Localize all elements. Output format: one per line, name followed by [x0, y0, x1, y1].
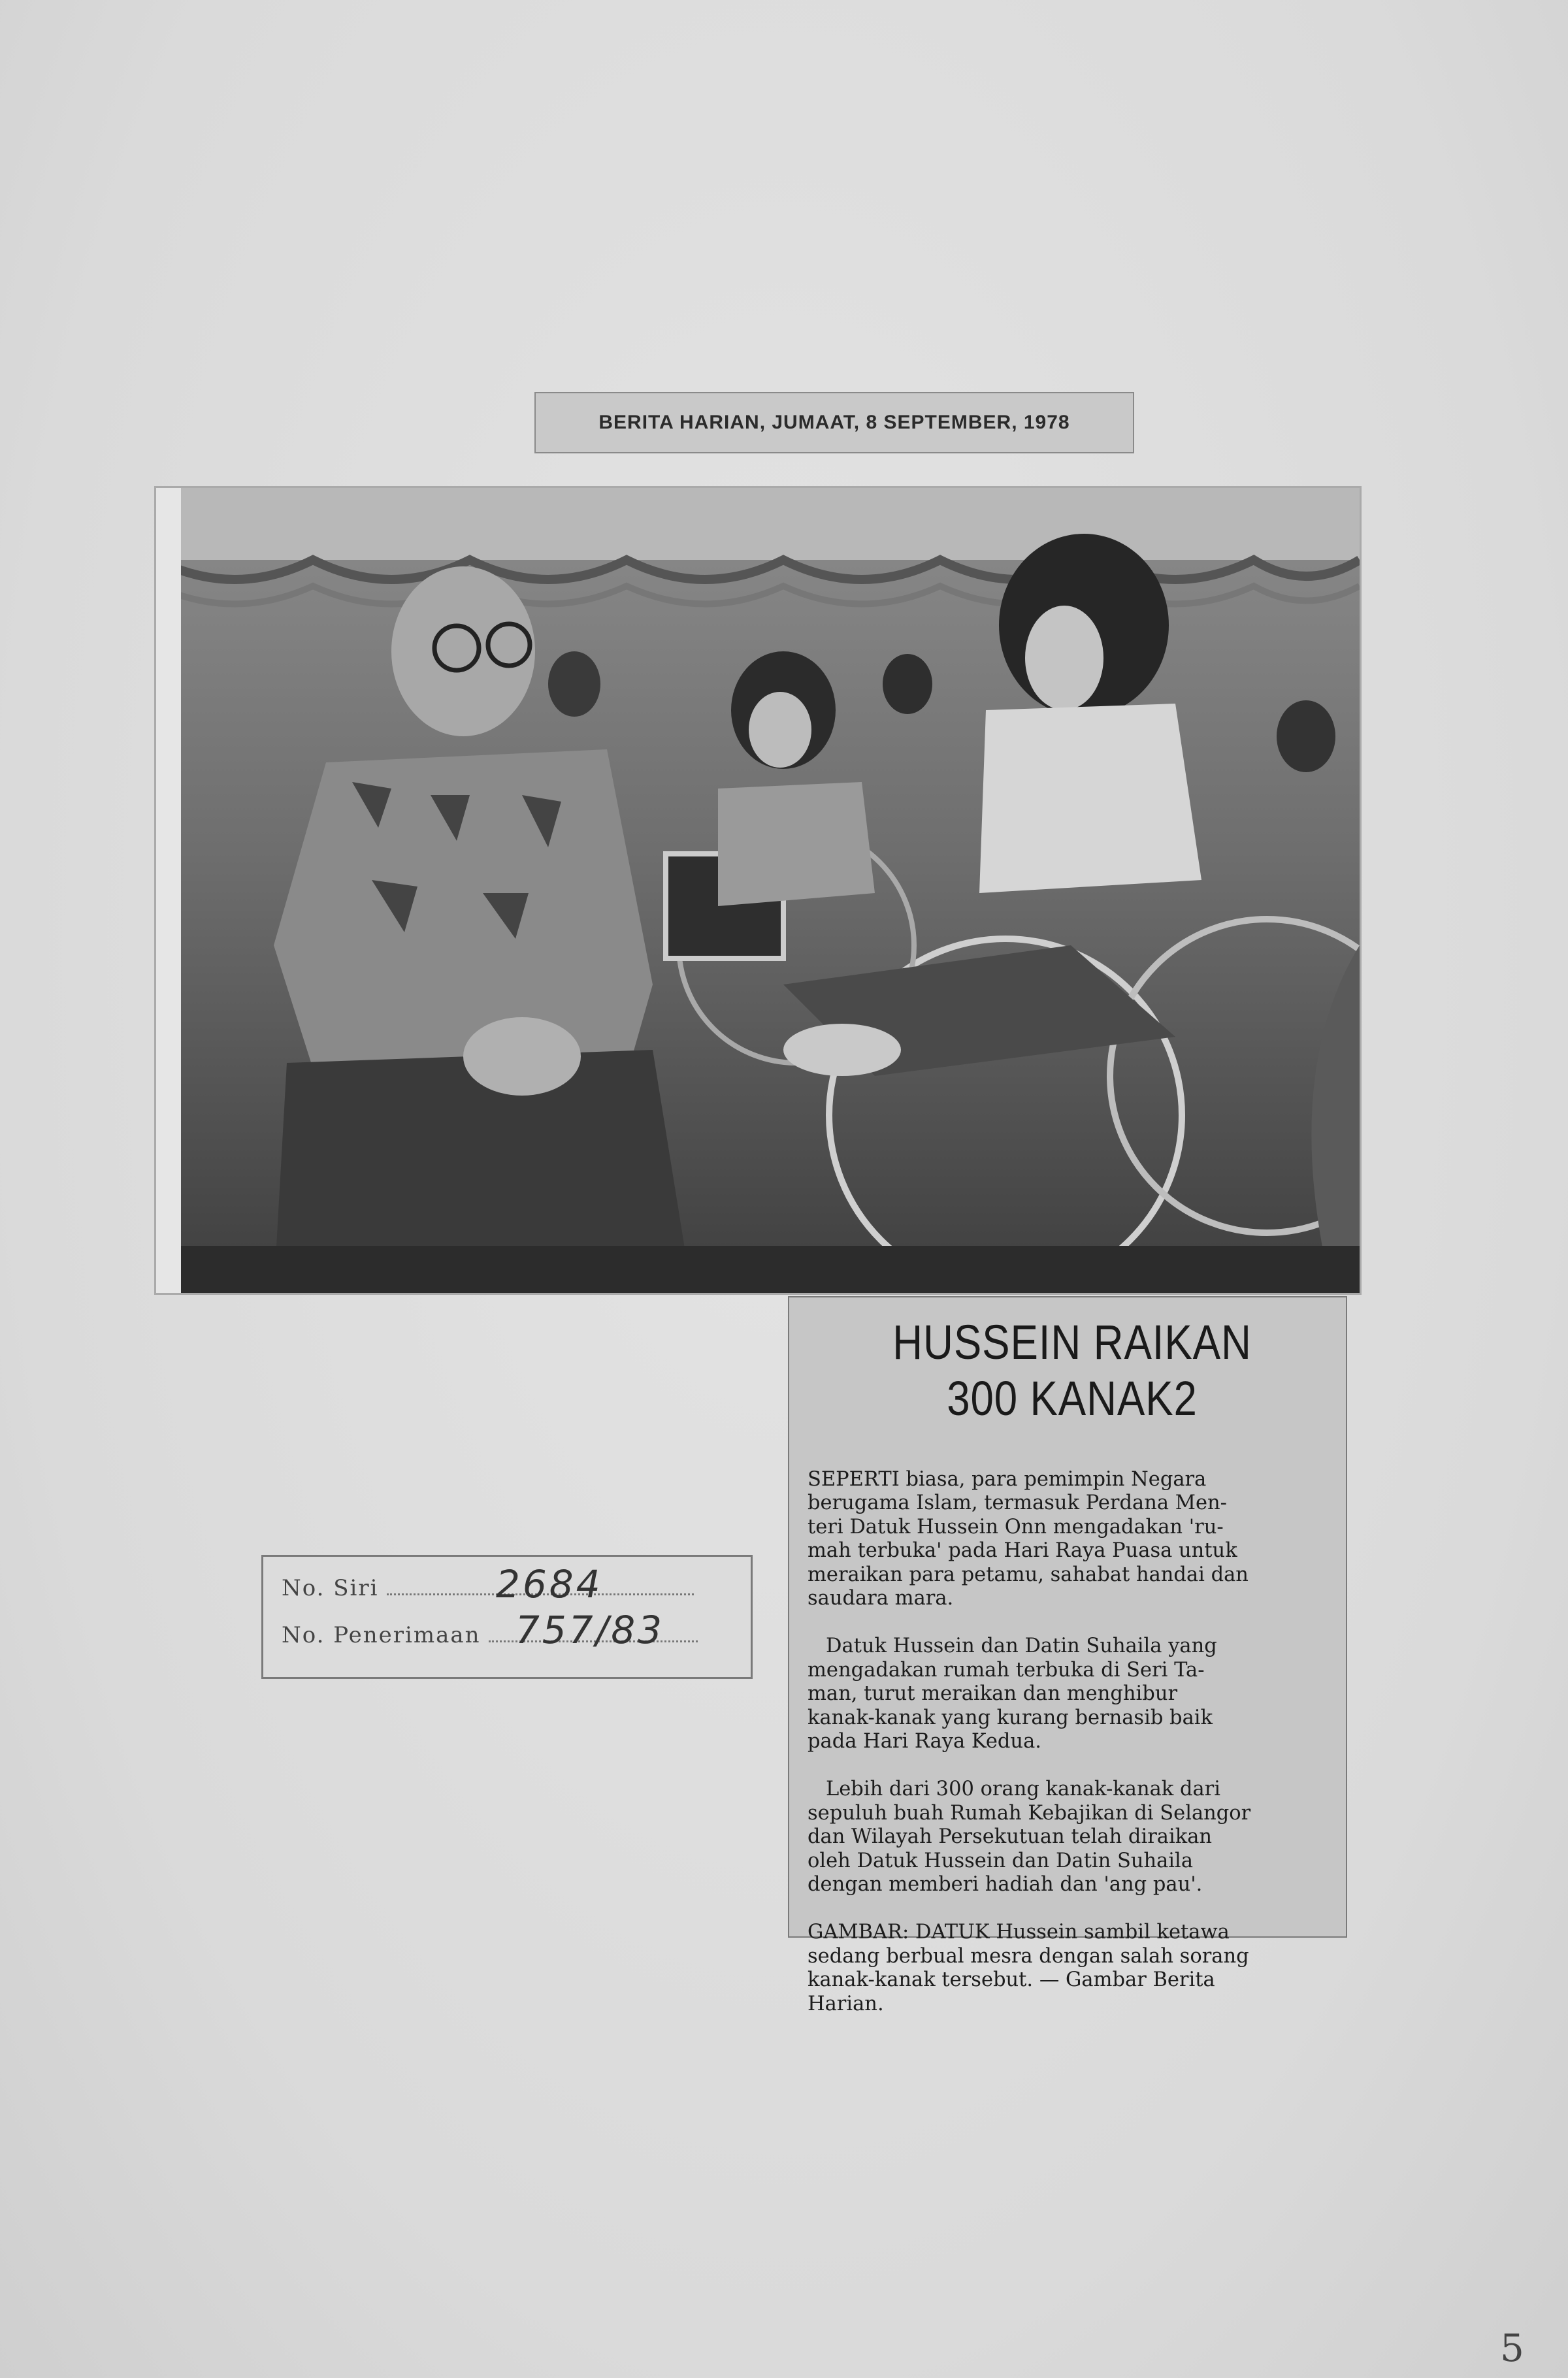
- page-number: 5: [1500, 2326, 1524, 2370]
- article-paragraph: SEPERTI biasa, para pemimpin Negara berugama Islam, termasuk Perdana Men- teri Datuk Hussein Onn mengadakan 'ru- mah terbuka' pada Hari Raya Puasa untuk meraikan para petamu, sahabat handai dan saudara mara.: [808, 1467, 1249, 1610]
- newspaper-masthead-clipping: [534, 392, 1134, 453]
- headline-line-1: HUSSEIN RAIKAN: [892, 1315, 1252, 1369]
- archive-accession-stamp: [261, 1555, 753, 1679]
- article-column: [788, 1296, 1347, 2015]
- newspaper-photo: [154, 486, 1362, 1295]
- stamp-penerimaan-label: No. Penerimaan: [282, 1622, 481, 1648]
- stamp-siri-row: [282, 1575, 694, 1601]
- article-paragraph: Lebih dari 300 orang kanak-kanak dari sepuluh buah Rumah Kebajikan di Selangor dan Wilayah Persekutuan telah diraikan oleh Datuk Hussein dan Datin Suhaila dengan memberi hadiah dan 'ang pau'.: [808, 1778, 1251, 1896]
- stamp-penerimaan-value: 757/83: [515, 1608, 665, 1652]
- stamp-siri-label: No. Siri: [282, 1575, 379, 1601]
- article-headline: [845, 1314, 1300, 1427]
- headline-line-2: 300 KANAK2: [947, 1371, 1198, 1425]
- masthead-text: BERITA HARIAN, JUMAAT, 8 SEPTEMBER, 1978: [598, 412, 1070, 433]
- newspaper-photo-icon: [156, 488, 1360, 1293]
- article-paragraph: Datuk Hussein dan Datin Suhaila yang mengadakan rumah terbuka di Seri Ta- man, turut meraikan dan menghibur kanak-kanak yang kurang bernasib baik pada Hari Raya Kedua.: [808, 1635, 1217, 1753]
- article-body: [808, 1444, 1337, 2040]
- stamp-siri-value: 2684: [496, 1562, 603, 1606]
- photo-caption: GAMBAR: DATUK Hussein sambil ketawa sedang berbual mesra dengan salah sorang kanak-kanak tersebut. — Gambar Berita Harian.: [808, 1921, 1249, 2015]
